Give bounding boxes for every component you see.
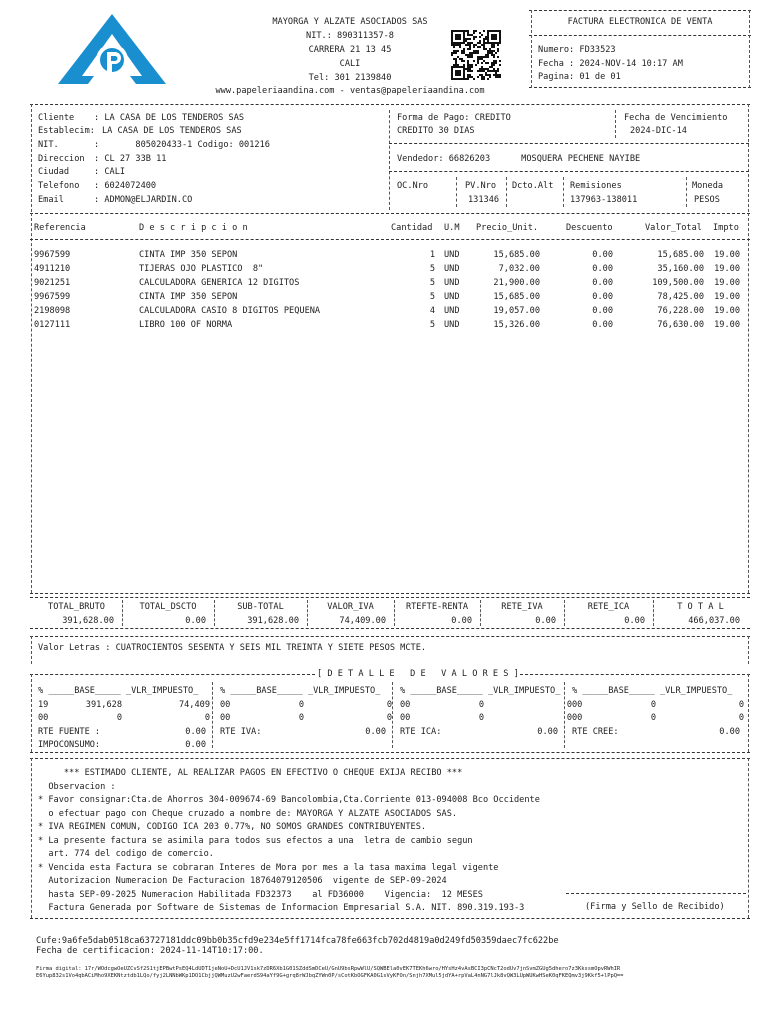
note-line: * La presente factura se asimila para todos sus efectos a una letra de cambio segun (38, 835, 473, 846)
item-desc-cell: CALCULADORA GENERICA 12 DIGITOS (139, 278, 300, 288)
detalle-pct: 00 (400, 713, 411, 723)
email-label: Email (38, 195, 64, 205)
company-web: www.papeleriaandina.com - ventas@papeleriaandina.com (215, 86, 485, 96)
col-cantidad: Cantidad (391, 223, 433, 233)
moneda-label: Moneda (692, 181, 724, 191)
detalle-pct: 00 (572, 713, 583, 723)
firma-digital-line-1: Firma digital: 17r/WOdcgwOeUZCvSf2S1tjEPBwtPsEQ4LdUDT1jeNoU+DcU1JV1sk7zDR6Xb1G01SZddSmDCeU/GnU9bsRpwWlU/SQWBEla0vEK7TEKh6wro/HYsHz4vAsBCI3pCNcT2odUv7jnSvmZGUg5dhero7z3KkssmOpvRWhIR (36, 966, 621, 972)
moneda-value: PESOS (694, 195, 720, 205)
item-total-cell: 15,685.00 (657, 250, 704, 260)
invoice-title: FACTURA ELECTRONICA DE VENTA (567, 17, 713, 27)
vencimiento-value: 2024-DIC-14 (630, 126, 687, 136)
establec-value: LA CASA DE LOS TENDEROS SAS (102, 126, 242, 136)
item-cant-cell: 5 (429, 264, 435, 274)
detalle-col-header: % _____BASE_____ _VLR_IMPUESTO_ (220, 686, 381, 696)
detalle-base: 0 (478, 713, 484, 723)
item-ref-cell: 2198098 (34, 306, 71, 316)
invoice-date: Fecha : 2024-NOV-14 10:17 AM (538, 59, 683, 69)
totals-label: RETE_ICA (587, 602, 630, 612)
item-precio-cell: 15,685.00 (493, 250, 540, 260)
item-descuento-cell: 0.00 (592, 320, 613, 330)
valor-letras: Valor Letras : CUATROCIENTOS SESENTA Y SEIS MIL TREINTA Y SIETE PESOS MCTE. (38, 643, 427, 653)
col-descuento: Descuento (566, 223, 613, 233)
totals-label: VALOR_IVA (327, 602, 374, 612)
rte-fuente-label: RTE FUENTE : (38, 727, 101, 737)
firma-digital-line-2: E6Yup832s1Vo4qbACiMho9XEKNtztdb1LQo/fyj2LNNbWKp1DO1CbjjQWMuzU2wFaerdS94aYf9G+grq8rWJbqZYWn0P/sCotKbOGFKA0G1sVyKFOn/Snjh7XMul5jdYA+rpVaL4nNG7lJk8vQW3LUpWUKwHSeK0qFKEQmv3j9Kkf5+lPpQ== (36, 973, 624, 979)
note-line: * IVA REGIMEN COMUN, CODIGO ICA 203 0.77%, NO SOMOS GRANDES CONTRIBUYENTES. (38, 822, 427, 832)
detalle-vlr: 0 (738, 713, 744, 723)
totals-label: TOTAL_BRUTO (48, 602, 105, 612)
item-desc-cell: CINTA IMP 350 SEPON (139, 250, 238, 260)
ciudad-label: Ciudad (38, 167, 70, 177)
item-descuento-cell: 0.00 (592, 292, 613, 302)
rte-ica-value: 0.00 (537, 727, 558, 737)
signature-label: (Firma y Sello de Recibido) (585, 902, 725, 912)
rte-ica-label: RTE ICA: (400, 727, 442, 737)
detalle-vlr: 0 (738, 700, 744, 710)
totals-label: RTEFTE-RENTA (405, 602, 469, 612)
totals-value: 0.00 (535, 616, 556, 626)
item-um-cell: UND (444, 306, 460, 316)
item-total-cell: 76,630.00 (657, 320, 704, 330)
detalle-base: 0 (650, 700, 656, 710)
cliente-value: : LA CASA DE LOS TENDEROS SAS (94, 113, 245, 123)
note-line: Observacion : (38, 781, 116, 792)
detalle-col-header: % _____BASE_____ _VLR_IMPUESTO_ (38, 686, 199, 696)
oc-label: OC.Nro (397, 181, 429, 191)
pv-value: 131346 (468, 195, 500, 205)
detalle-base: 0 (116, 713, 122, 723)
detalle-pct: 00 (220, 713, 231, 723)
note-line: Factura Generada por Software de Sistemas de Informacion Empresarial S.A. NIT. 890.319.193-3 (38, 903, 525, 913)
totals-label: T O T A L (677, 602, 724, 612)
establec-label: Establecim: (38, 126, 95, 136)
impoconsumo-value: 0.00 (185, 740, 206, 750)
note-line: hasta SEP-09-2025 Numeracion Habilitada FD32373 al FD36000 Vigencia: 12 MESES (38, 889, 483, 900)
forma-pago: Forma de Pago: CREDITO (397, 113, 511, 123)
item-cant-cell: 5 (429, 292, 435, 302)
detalle-pct: 19 (38, 700, 49, 710)
detalle-col-header: % _____BASE_____ _VLR_IMPUESTO_ (400, 686, 561, 696)
item-cant-cell: 5 (429, 320, 435, 330)
company-name: MAYORGA Y ALZATE ASOCIADOS SAS (272, 17, 428, 27)
col-precio: Precio_Unit. (476, 223, 539, 233)
totals-value: 391,628.00 (247, 616, 299, 626)
item-ref-cell: 0127111 (34, 320, 71, 330)
totals-value: 0.00 (451, 616, 472, 626)
item-impto-cell: 19.00 (714, 250, 740, 260)
totals-label: SUB-TOTAL (237, 602, 284, 612)
item-ref-cell: 4911210 (34, 264, 71, 274)
company-phone: Tel: 301 2139840 (308, 73, 392, 83)
detalle-base: 0 (298, 713, 304, 723)
cufe: Cufe:9a6fe5dab0518ca63727181ddc09bb0b35cfd9e234e5ff1714fca78fe663fcb702d4819a0d249fd50359daec7fc622be (36, 936, 559, 946)
company-address: CARRERA 21 13 45 (308, 45, 392, 55)
detalle-vlr: 0 (386, 700, 392, 710)
totals-value: 391,628.00 (62, 616, 114, 626)
detalle-col-header: % _____BASE_____ _VLR_IMPUESTO_ (572, 686, 733, 696)
totals-value: 0.00 (185, 616, 206, 626)
item-total-cell: 109,500.00 (652, 278, 704, 288)
detalle-pct: 00 (220, 700, 231, 710)
detalle-title: [ D E T A L L E D E V A L O R E S ] (317, 669, 519, 679)
qr-code-icon (451, 30, 501, 80)
company-city: CALI (339, 59, 361, 69)
detalle-vlr: 0 (566, 713, 572, 723)
col-um: U.M (444, 223, 460, 233)
direccion-value: : CL 27 33B 11 (94, 154, 167, 164)
ciudad-value: : CALI (94, 167, 126, 177)
col-valor-total: Valor_Total (645, 223, 702, 233)
totals-value: 74,409.00 (339, 616, 386, 626)
remisiones-value: 137963-138011 (570, 195, 638, 205)
item-desc-cell: CALCULADORA CASIO 8 DIGITOS PEQUENA (139, 306, 321, 316)
item-desc-cell: CINTA IMP 350 SEPON (139, 292, 238, 302)
totals-label: RETE_IVA (501, 602, 543, 612)
item-ref-cell: 9967599 (34, 292, 71, 302)
item-um-cell: UND (444, 278, 460, 288)
rte-cree-label: RTE CREE: (572, 727, 619, 737)
direccion-label: Direccion (38, 154, 85, 164)
item-impto-cell: 19.00 (714, 264, 740, 274)
note-line: Autorizacion Numeracion De Facturacion 18764079120506 vigente de SEP-09-2024 (38, 876, 447, 886)
detalle-pct: 00 (572, 700, 583, 710)
note-line: *** ESTIMADO CLIENTE, AL REALIZAR PAGOS EN EFECTIVO O CHEQUE EXIJA RECIBO *** (38, 768, 463, 778)
rte-iva-value: 0.00 (365, 727, 386, 737)
totals-value: 466,037.00 (688, 616, 740, 626)
item-um-cell: UND (444, 264, 460, 274)
totals-value: 0.00 (624, 616, 645, 626)
cert-date: Fecha de certificacion: 2024-11-14T10:17:00. (36, 946, 264, 956)
remisiones-label: Remisiones (570, 181, 622, 191)
nit-value: : 805020433-1 Codigo: 001216 (94, 140, 270, 150)
item-desc-cell: TIJERAS OJO PLASTICO 8" (139, 264, 264, 274)
item-impto-cell: 19.00 (714, 320, 740, 330)
item-um-cell: UND (444, 292, 460, 302)
col-descripcion: D e s c r i p c i o n (139, 223, 248, 233)
item-cant-cell: 4 (429, 306, 435, 316)
detalle-vlr: 0 (566, 700, 572, 710)
col-referencia: Referencia (34, 223, 86, 233)
col-impto: Impto (713, 223, 739, 233)
note-line: * Vencida esta Factura se cobraran Interes de Mora por mes a la tasa maxima legal vigente (38, 862, 499, 873)
item-impto-cell: 19.00 (714, 278, 740, 288)
totals-label: TOTAL_DSCTO (139, 602, 197, 612)
detalle-base: 0 (650, 713, 656, 723)
detalle-pct: 00 (400, 700, 411, 710)
vendedor: Vendedor: 66826203 MOSQUERA PECHENE NAYIBE (397, 154, 641, 164)
item-ref-cell: 9967599 (34, 250, 71, 260)
item-total-cell: 76,228.00 (657, 306, 704, 316)
note-line: * Favor consignar:Cta.de Ahorros 304-009674-69 Bancolombia,Cta.Corriente 013-094008 Bco Occidente (38, 795, 540, 805)
item-impto-cell: 19.00 (714, 306, 740, 316)
detalle-base: 0 (478, 700, 484, 710)
item-impto-cell: 19.00 (714, 292, 740, 302)
item-descuento-cell: 0.00 (592, 264, 613, 274)
item-precio-cell: 19,057.00 (493, 306, 540, 316)
email-value: : ADMON@ELJARDIN.CO (94, 195, 193, 205)
item-descuento-cell: 0.00 (592, 250, 613, 260)
note-line: art. 774 del codigo de comercio. (38, 849, 214, 859)
item-precio-cell: 15,685.00 (493, 292, 540, 302)
item-precio-cell: 21,900.00 (493, 278, 540, 288)
pv-label: PV.Nro (465, 181, 497, 191)
detalle-base: 391,628 (85, 700, 122, 710)
plazo-pago: CREDITO 30 DIAS (397, 126, 475, 136)
invoice-page: Pagina: 01 de 01 (538, 72, 621, 82)
item-total-cell: 35,160.00 (657, 264, 704, 274)
detalle-pct: 00 (38, 713, 49, 723)
item-cant-cell: 5 (429, 278, 435, 288)
nit-label: NIT. (38, 140, 59, 150)
dcto-label: Dcto.Alt (512, 181, 554, 191)
item-desc-cell: LIBRO 100 OF NORMA (139, 320, 233, 330)
detalle-vlr: 0 (204, 713, 210, 723)
company-nit: NIT.: 890311357-8 (306, 31, 394, 41)
detalle-vlr: 74,409 (178, 700, 210, 710)
item-precio-cell: 7,032.00 (498, 264, 540, 274)
papeleria-logo-icon (56, 12, 168, 86)
item-cant-cell: 1 (429, 250, 435, 260)
rte-fuente-value: 0.00 (185, 727, 206, 737)
item-descuento-cell: 0.00 (592, 278, 613, 288)
telefono-value: : 6024072400 (94, 181, 157, 191)
telefono-label: Telefono (38, 181, 80, 191)
item-precio-cell: 15,326.00 (493, 320, 540, 330)
invoice-number: Numero: FD33523 (538, 45, 616, 55)
item-ref-cell: 9021251 (34, 278, 71, 288)
cliente-label: Cliente (38, 113, 75, 123)
detalle-vlr: 0 (386, 713, 392, 723)
rte-iva-label: RTE IVA: (220, 727, 262, 737)
detalle-base: 0 (298, 700, 304, 710)
item-um-cell: UND (444, 250, 460, 260)
impoconsumo-label: IMPOCONSUMO: (38, 740, 101, 750)
item-total-cell: 78,425.00 (657, 292, 704, 302)
item-um-cell: UND (444, 320, 460, 330)
vencimiento-label: Fecha de Vencimiento (624, 113, 728, 123)
item-descuento-cell: 0.00 (592, 306, 613, 316)
note-line: o efectuar pago con Cheque cruzado a nombre de: MAYORGA Y ALZATE ASOCIADOS SAS. (38, 808, 458, 819)
rte-cree-value: 0.00 (719, 727, 740, 737)
